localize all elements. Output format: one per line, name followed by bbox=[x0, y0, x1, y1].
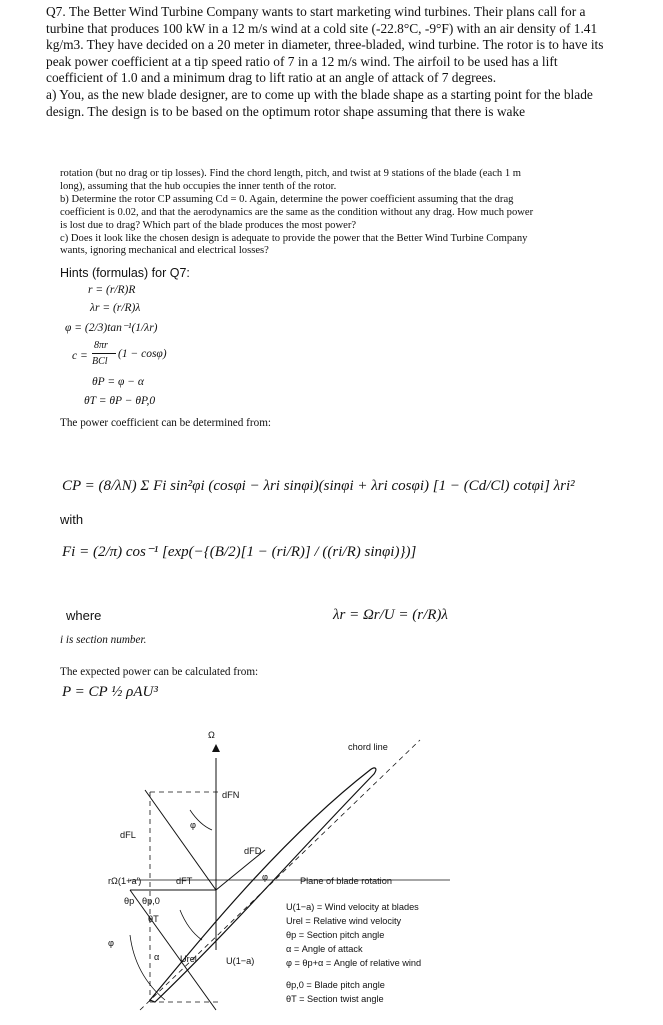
problem-paragraph-2: rotation (but no drag or tip losses). Find the chord length, pitch, and twist at 9 stations of the blade (each 1 m long), assuming that the hub occupies the inner tenth of the rotor. bbox=[60, 168, 522, 192]
legend-item: θT = Section twist angle bbox=[286, 994, 384, 1004]
alpha-angle-arc bbox=[180, 910, 202, 940]
problem-part-b: b) Determine the rotor CP assuming Cd = 0. Again, determine the power coefficient assuming that the drag coefficient is 0.02, and that the aerodynamics are the same as the condition without any drag. How much power is lost due to drag? Which part of the blade produces the most power? bbox=[60, 193, 534, 231]
legend-item: Urel = Relative wind velocity bbox=[286, 916, 402, 926]
phi-upper-label: φ bbox=[190, 820, 196, 830]
u1a-label: U(1−a) bbox=[226, 956, 255, 966]
legend-item: U(1−a) = Wind velocity at blades bbox=[286, 902, 419, 912]
formula-c-den: BCl bbox=[92, 356, 108, 367]
legend-item: θp = Section pitch angle bbox=[286, 930, 385, 940]
blade-element-diagram bbox=[30, 730, 460, 1020]
dfd-vector bbox=[216, 850, 265, 890]
power-intro: The power coefficient can be determined from: bbox=[60, 417, 272, 429]
formula-c-num: 8πr bbox=[94, 340, 108, 351]
formula-cp: CP = (8/λN) Σ Fi sin²φi (cosφi − λri sinφi)(sinφi + λri cosφi) [1 − (Cd/Cl) cotφi] λri² bbox=[62, 478, 575, 494]
problem-continuation bbox=[60, 168, 540, 258]
problem-statement bbox=[46, 4, 616, 120]
dft-label: dFT bbox=[176, 876, 193, 886]
chord-line bbox=[140, 740, 420, 1010]
dfn-label: dFN bbox=[222, 790, 240, 800]
omega-label: Ω bbox=[208, 730, 215, 740]
section-number-def: i is section number. bbox=[60, 634, 147, 646]
phi-mid-label: φ bbox=[262, 872, 268, 882]
theta-p0-label: θp,0 bbox=[142, 896, 160, 906]
phi-lower-label: φ bbox=[108, 938, 114, 948]
formula-lambda-r: λr = (r/R)λ bbox=[90, 302, 141, 314]
r-omega-label: rΩ(1+a′) bbox=[108, 876, 142, 886]
dfl-label: dFL bbox=[120, 830, 136, 840]
problem-part-c: c) Does it look like the chosen design is adequate to provide the power that the Better Wind Turbine Company wants, ignoring mechanical and electrical losses? bbox=[60, 232, 528, 257]
with-label: with bbox=[60, 512, 84, 527]
urel-vector bbox=[130, 890, 216, 1010]
formula-power: P = CP ½ ρAU³ bbox=[62, 684, 158, 700]
omega-arrow-icon bbox=[212, 744, 220, 752]
theta-t-label: θT bbox=[148, 914, 159, 924]
formula-lambda-def: λr = Ωr/U = (r/R)λ bbox=[333, 607, 448, 623]
formula-c-rhs: (1 − cosφ) bbox=[118, 348, 167, 360]
blade-diagram-svg bbox=[30, 730, 460, 1020]
formula-theta-t: θT = θP − θP,0 bbox=[84, 395, 156, 407]
theta-p-label: θp bbox=[124, 896, 135, 906]
alpha-label: α bbox=[154, 952, 160, 962]
expected-power-intro: The expected power can be calculated from: bbox=[60, 666, 259, 678]
formula-fi: Fi = (2/π) cos⁻¹ [exp(−{(B/2)[1 − (ri/R)] / ((ri/R) sinφi)})] bbox=[62, 544, 417, 560]
dfl-vector bbox=[145, 790, 216, 890]
where-label: where bbox=[66, 608, 102, 623]
legend-item: φ = θp+α = Angle of relative wind bbox=[286, 958, 422, 968]
formula-phi: φ = (2/3)tan⁻¹(1/λr) bbox=[65, 322, 158, 334]
legend-item: θp,0 = Blade pitch angle bbox=[286, 980, 385, 990]
phi-angle-arc bbox=[130, 935, 165, 1000]
problem-paragraph-1: Q7. The Better Wind Turbine Company wants to start marketing wind turbines. Their plans call for a turbine that produces 100 kW in a 12 m/s wind at a cold site (-22.8°C, -9°F) with an air density of 1.41 kg/m3. They have decided on a 20 meter in diameter, three-bladed, wind turbine. The rotor is to have its peak power coefficient at a tip speed ratio of 7 in a 12 m/s wind. The airfoil to be used has a lift coefficient of 1.0 and a minimum drag to lift ratio at an angle of attack of 7 degrees. bbox=[46, 4, 604, 86]
legend-item: α = Angle of attack bbox=[286, 944, 363, 954]
hints-title: Hints (formulas) for Q7: bbox=[60, 266, 190, 280]
chord-line-label: chord line bbox=[348, 742, 388, 752]
problem-part-a: a) You, as the new blade designer, are to come up with the blade shape as a starting point for the blade design. The design is to be based on the optimum rotor shape assuming that there is wake bbox=[46, 86, 593, 119]
formula-c-fraction-bar bbox=[92, 353, 116, 354]
urel-label: Urel bbox=[180, 954, 197, 964]
formula-c-lhs: c = bbox=[72, 350, 88, 362]
formula-r: r = (r/R)R bbox=[88, 284, 136, 296]
formula-theta-p: θP = φ − α bbox=[92, 376, 144, 388]
plane-of-rotation-label: Plane of blade rotation bbox=[300, 876, 392, 886]
dfd-label: dFD bbox=[244, 846, 262, 856]
